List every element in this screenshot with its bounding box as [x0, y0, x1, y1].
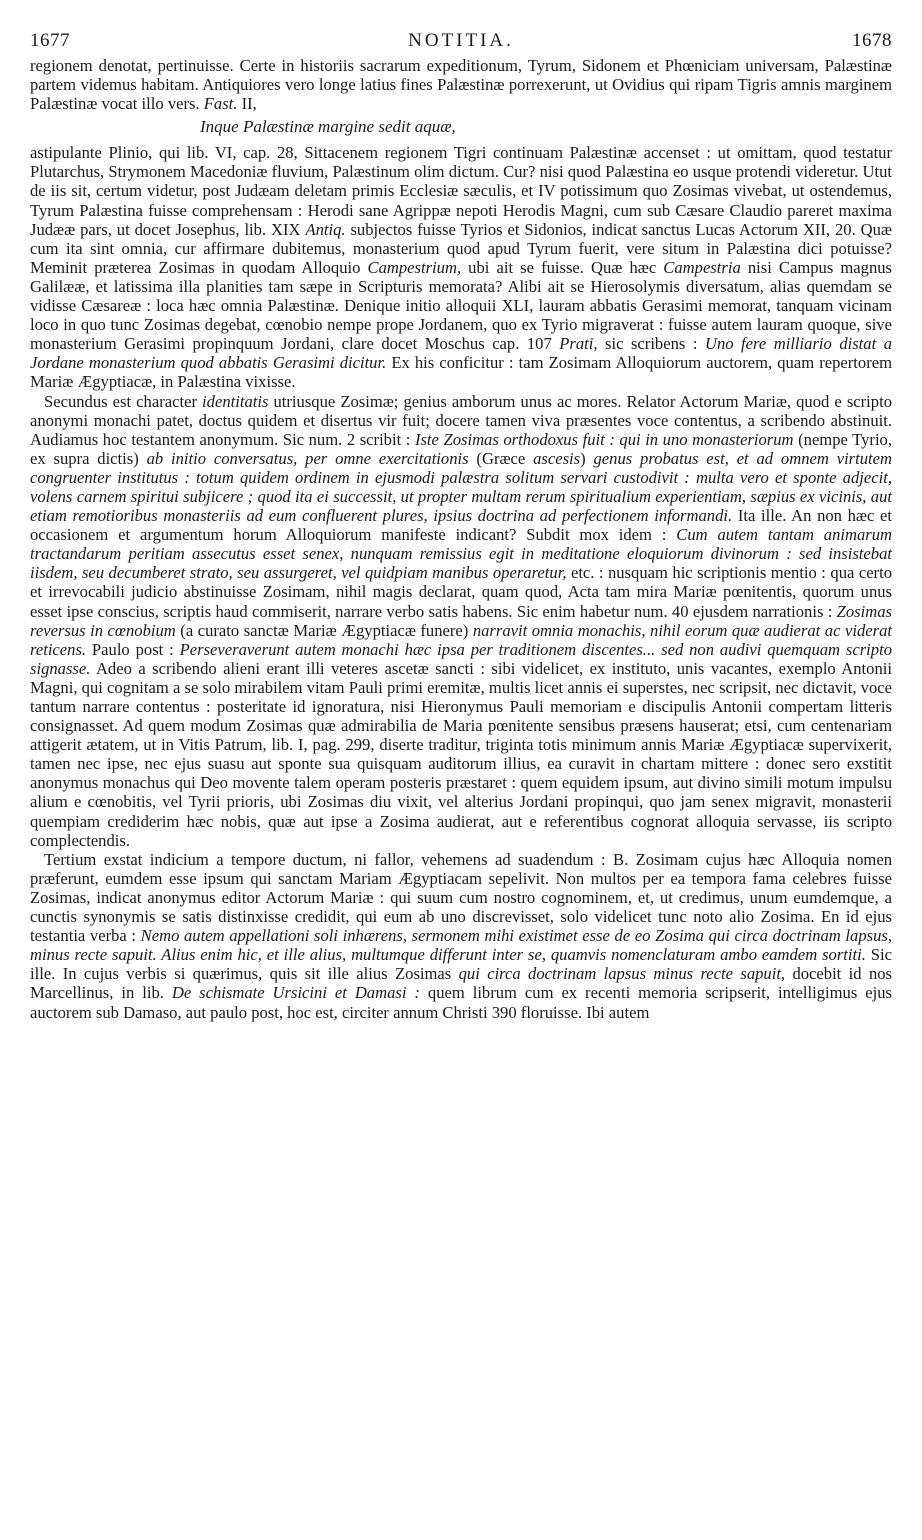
body-text: [30, 56, 892, 1022]
text-run: Ex his conficitur : tam Zosimam Alloquiorum auctorem, quam repertorem Mariæ Ægyptiacæ, in Palæstina vixisse.: [30, 353, 892, 392]
paragraph-2: [30, 143, 892, 391]
italic-run: De schismate Ursicini et Damasi :: [171, 983, 420, 1003]
text-run: Ita ille. An non hæc et occasionem et argumentum horum Alloquiorum manifeste indicant? Subdit mox idem :: [30, 506, 893, 545]
text-run: subjectos fuisse Tyrios et Sidonios, indicat sanctus Lucas Actorum XII, 20. Quæ cum ita sint omnia, cur affirmare dubitemus, monasterium quod apud Tyrum fuerit, vere situm in Palæstina dici potuisse? Meminit præterea Zosimas in quodam Alloquio: [30, 219, 892, 277]
text-run: nisi Campus magnus Galilææ, et latissima illa planities tam sæpe in Scripturis memorata? Alibi ait se Hierosolymis diversatum, alias quemdam se vidisse Cæsareæ : loca hæc omnia Palæstinæ. Denique initio alloquii XLI, lauram abbatis Gerasimi memorat, tanquam vicinam loco in quo tunc Zosimas degebat, cœnobio nempe prope Jordanem, quo ex Tyrio migraverat : fuisse autem lauram quoque, sive monasterium Gerasimi propinquum Jordani, clare docet Moschus cap. 107: [30, 257, 893, 354]
text-run: regionem denotat, pertinuisse. Certe in historiis sacrarum expeditionum, Tyrum, Sidonem et Phœniciam universam, Palæstinæ partem videmus habitam. Antiquiores vero longe latius fines Palæstinæ porrexerunt, ut Ovidius qui ripam Tigris amnis marginem Palæstinæ vocat illo vers.: [30, 56, 892, 114]
paragraph-4: [30, 850, 892, 1022]
text-run: (nempe Tyrio, ex supra dictis): [30, 429, 892, 468]
italic-run: ascesis: [533, 448, 581, 468]
text-run: astipulante Plinio, qui lib. VI, cap. 28, Sittacenem regionem Tigri continuam Palæstinæ accenset : ut omittam, quod testatur Plutarchus, Strymonem Macedoniæ fluvium, Palæstinum olim dictum. Cur? nisi quod Palæstina eo usque protendi videretur. Utut de iis sit, certum videtur, post Judæam deletam primis Ecclesiæ sæculis, et IV potissimum quo Zosimas vivebat, ut ostendemus, Tyrum Palæstina fuisse comprehensam : Herodi sane Agrippæ nepoti Herodis Magni, cum sub Cæsare Claudio pareret maxima Judææ pars, ut docet Josephus, lib. XIX: [30, 143, 892, 239]
text-run: Tertium exstat indicium a tempore ductum, ni fallor, vehemens ad suadendum : B. Zosimam cujus hæc Alloquia nomen præferunt, eumdem esse ipsum qui sanctam Mariam Ægyptiacam sepelivit. Non multos per ea tempora fama celebres fuisse Zosimas, indicat anonymus editor Actorum Mariæ : qui suum cum nostro cognominem, et, ut credimus, unum eumdemque, a cunctis synonymis se satis distinxisse credidit, qui eum ab uno discrevisset, solo videlicet tunc noto alio Zosima. En id ejus testantia verba :: [30, 849, 892, 946]
running-title: NOTITIA.: [408, 30, 514, 51]
running-header: [30, 30, 892, 56]
text-run: sic scribens :: [597, 334, 705, 354]
verse-quotation: Inque Palæstinæ margine sedit aquæ,: [200, 117, 456, 137]
text-run: (Græce: [468, 448, 534, 468]
italic-run: qui circa doctrinam lapsus minus recte sapuit,: [458, 964, 786, 984]
italic-run: Zosimas reversus in cœnobium: [30, 601, 892, 640]
italic-run: Uno fere milliario distat a Jordane monasterium quod abbatis Gerasimi dicitur.: [30, 334, 893, 373]
page-number-left: 1677: [30, 30, 70, 51]
italic-run: Fast.: [203, 94, 238, 114]
italic-run: Campestria: [663, 257, 741, 277]
paragraph-1: [30, 56, 892, 113]
italic-run: genus probatus est, et ad omnem virtutem congruenter institutus : totum quidem ordinem in ejusmodi palæstra solitum servari custodivit : multa vero et sponte adjecit, volens carnem spiritui subjicere ; quod ita ei successit, ut propter multam rerum spiritualium experientiam, sæpius ex vicinis, aut etiam remotioribus monasteriis ad eum confluerent plures, ipsius doctrina ad perfectionem informandi.: [30, 448, 892, 526]
italic-run: Iste Zosimas orthodoxus fuit : qui in uno monasteriorum: [414, 429, 794, 449]
italic-run: Nemo autem appellationi soli inhærens, sermonem mihi existimet esse de eo Zosima qui circa doctrinam lapsus, minus recte sapuit. Alius enim hic, et ille alius, multumque differunt inter se, quamvis nomenclaturam ambo eamdem sortiti.: [30, 926, 892, 965]
paragraph-3: [30, 392, 892, 850]
italic-run: Cum autem tantam animarum tractandarum peritiam assecutus esset senex, nunquam remissius egit in meditatione eloquiorum divinorum : sed insistebat iisdem, seu decumberet strato, seu assurgeret, vel quidpiam manibus operaretur,: [30, 525, 892, 583]
italic-run: Antiq.: [305, 219, 346, 239]
text-run: Sic ille. In cujus verbis si quærimus, quis sit ille alius Zosimas: [30, 945, 892, 984]
text-run: docebit id nos Marcellinus, in lib.: [30, 964, 892, 1003]
text-run: Paulo post :: [86, 639, 180, 659]
text-run: quem librum cum ex recenti memoria scripserit, intelligimus ejus auctorem sub Damaso, aut paulo post, hoc est, circiter annum Christi 390 floruisse. Ibi autem: [30, 983, 892, 1022]
text-run: (a curato sanctæ Mariæ Ægyptiacæ funere): [175, 620, 473, 640]
text-run: utriusque Zosimæ; genius amborum unus ac mores. Relator Actorum Mariæ, quod e scripto anonymi monachi patet, doctus quidem et disertus vir fuit; docere tamen viva præsentes voce contentus, a scribendo abstinuit. Audiamus hoc testantem anonymum. Sic num. 2 scribit :: [30, 391, 892, 449]
page-number-right: 1678: [852, 30, 892, 51]
text-run: Secundus est character: [44, 391, 203, 411]
text-run: ): [580, 448, 594, 468]
text-run: Adeo a scribendo alieni erant illi veteres ascetæ sancti : sibi videlicet, ex instituto, unis vacantes, exemplo Antonii Magni, qui cognitam a se solo mirabilem vitam Pauli primi eremitæ, multis licet annis ei superstes, nec scripsit, nec dictavit, voce tantum narrare contentus : posteritate id ignoratura, nisi Hieronymus Pauli memoriam e discipulis Antonii compertam litteris consignasset. Ad quem modum Zosimas quæ admirabilia de Maria pœnitente sensibus præsens hauserat; etsi, cum centenariam attigerit ætatem, ut in Vitis Patrum, lib. I, pag. 299, diserte traditur, triginta totis minimum annis Mariæ Ægyptiacæ supervixerit, tamen nec ipse, nec ejus suasu aut sponte sua quisquam auditorum illius, ea curavit in chartam mittere : donec sero exstitit anonymus monachus qui Deo movente talem operam posteris præstaret : quem equidem ipsum, aut divino simili motum impulsu alium e cœnobitis, vel Tyrii prioris, ubi Zosimas diu vixit, vel alterius Jordani propinqui, quo jam senex migravit, monasterii quempiam crediderim hæc nobis, quæ aut ipse a Zosima audierat, aut e referentibus cognorat alloquia servasse, iis scripto complectendis.: [30, 658, 892, 850]
text-run: ubi ait se fuisse. Quæ hæc: [461, 257, 664, 277]
document-page: [30, 30, 892, 1525]
text-run: II,: [237, 94, 257, 114]
italic-run: ab initio conversatus, per omne exercitationis: [146, 448, 469, 468]
italic-run: identitatis: [202, 391, 269, 411]
italic-run: narravit omnia monachis, nihil eorum quæ audierat ac viderat reticens.: [30, 620, 892, 659]
italic-run: Prati,: [559, 334, 598, 354]
italic-run: Perseveraverunt autem monachi hæc ipsa per traditionem discentes... sed non audivi quemquam scripto signasse.: [30, 639, 892, 678]
italic-run: Campestrium,: [367, 257, 462, 277]
text-run: etc. : nusquam hic scriptionis mentio : qua certo et irrevocabili judicio abstinuisse Zosimam, nihil magis declarat, quam quod, Acta tam mira Mariæ pœnitentis, quorum unus esset ipse conscius, scriptis haud commiserit, narrare verbo satis habens. Sic enim habetur num. 40 ejusdem narrationis :: [30, 563, 892, 621]
